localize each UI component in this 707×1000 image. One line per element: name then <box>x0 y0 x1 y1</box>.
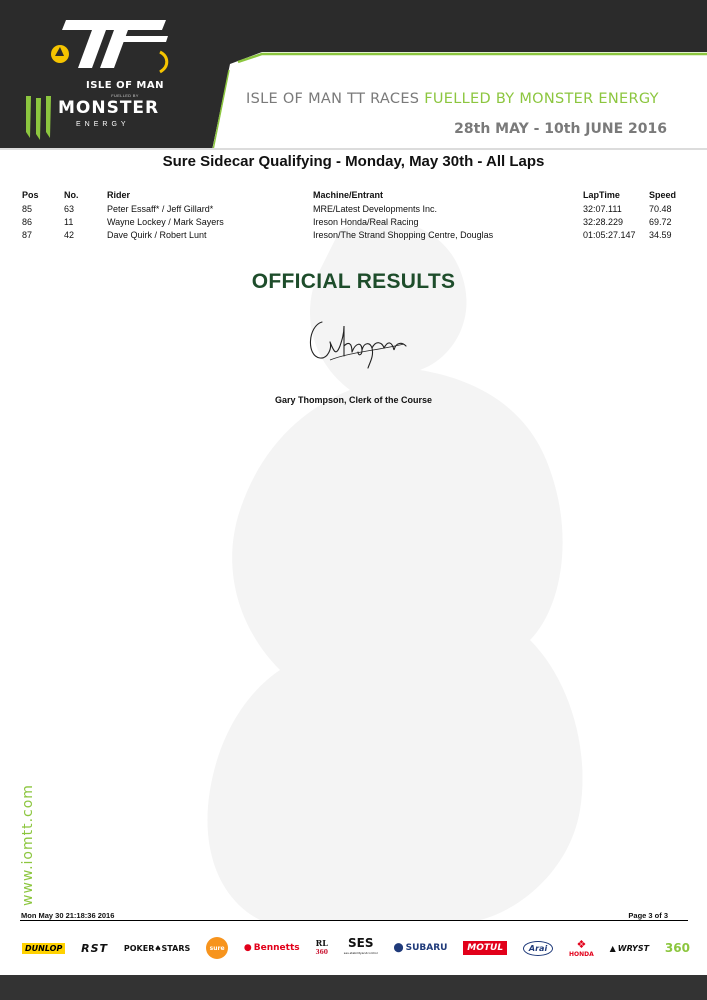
cell-pos: 87 <box>22 230 33 240</box>
event-title-main: ISLE OF MAN TT RACES <box>246 91 420 107</box>
cell-number: 63 <box>64 204 75 214</box>
energy-wordmark: ENERGY <box>76 121 130 128</box>
col-pos-header: Pos <box>22 190 39 200</box>
col-speed-header: Speed <box>649 190 677 200</box>
tt-logo-icon <box>48 16 178 78</box>
rst-logo: RST <box>81 941 109 955</box>
360fly-logo: 360 <box>664 941 690 955</box>
bennetts-logo <box>244 943 300 953</box>
table-row <box>20 229 690 242</box>
pokerstars-logo: POKER♠STARS <box>123 943 191 953</box>
cell-speed: 69.72 <box>649 217 672 227</box>
cell-laptime: 32:28.229 <box>583 217 624 227</box>
event-title <box>246 91 659 107</box>
event-title-accent: FUELLED BY MONSTER ENERGY <box>424 91 659 107</box>
rl360-main: RL <box>315 938 328 948</box>
honda-label: HONDA <box>569 951 594 958</box>
tt-brand-logo <box>18 14 188 139</box>
col-rider-header: Rider <box>107 190 131 200</box>
table-row <box>20 203 690 216</box>
motul-logo: MOTUL <box>463 941 507 955</box>
cell-laptime: 01:05:27.147 <box>583 230 636 240</box>
fuelled-by-label: FUELLED BY <box>111 93 139 98</box>
footer-divider <box>20 920 688 921</box>
wryst-label: WRYST <box>617 943 650 953</box>
wryst-logo <box>610 944 649 953</box>
ses-logo <box>344 938 378 958</box>
wryst-mark-icon: ▲ <box>609 943 616 953</box>
cell-machine: Ireson Honda/Real Racing <box>313 217 419 227</box>
rl360-sub: 360 <box>315 949 328 956</box>
signatory-name: Gary Thompson, Clerk of the Course <box>274 395 433 405</box>
subaru-logo <box>394 943 448 953</box>
official-results-heading: OFFICIAL RESULTS <box>251 270 456 293</box>
sponsor-strip <box>22 934 690 962</box>
cell-rider: Wayne Lockey / Mark Sayers <box>107 217 224 227</box>
website-url[interactable]: www.iomtt.com <box>20 784 36 906</box>
footer-bar <box>0 975 707 1000</box>
page-number: Page 3 of 3 <box>628 911 668 920</box>
bennetts-label: Bennetts <box>253 943 300 953</box>
rl360-logo <box>315 939 328 957</box>
monster-wordmark: MONSTER <box>58 98 160 118</box>
results-table <box>20 189 690 242</box>
cell-machine: Ireson/The Strand Shopping Centre, Douglas <box>313 230 494 240</box>
signature-image <box>300 312 410 370</box>
print-timestamp: Mon May 30 21:18:36 2016 <box>21 911 115 920</box>
cell-number: 11 <box>64 217 74 227</box>
subaru-stars-icon: ⬤ <box>393 943 404 953</box>
results-header-row <box>20 189 690 203</box>
cell-speed: 34.59 <box>649 230 672 240</box>
dunlop-logo: DUNLOP <box>22 943 65 954</box>
event-dates: 28th MAY - 10th JUNE 2016 <box>454 121 667 137</box>
page-header <box>0 0 707 150</box>
bennetts-flame-icon: ● <box>243 943 252 953</box>
cell-laptime: 32:07.111 <box>583 204 622 214</box>
honda-logo <box>569 938 594 958</box>
cell-number: 42 <box>64 230 75 240</box>
sure-logo: sure <box>206 937 228 959</box>
cell-speed: 70.48 <box>649 204 672 214</box>
col-machine-header: Machine/Entrant <box>313 190 384 200</box>
isle-of-man-label: ISLE OF MAN <box>86 80 164 91</box>
cell-machine: MRE/Latest Developments Inc. <box>313 204 438 214</box>
cell-pos: 86 <box>22 217 33 227</box>
ses-sub: ses.stabilityandcontrol <box>343 951 378 955</box>
col-laptime-header: LapTime <box>583 190 620 200</box>
table-row <box>20 216 690 229</box>
cell-pos: 85 <box>22 204 33 214</box>
ses-main: SES <box>348 936 374 950</box>
cell-rider: Dave Quirk / Robert Lunt <box>107 230 207 240</box>
cell-rider: Peter Essaff* / Jeff Gillard* <box>107 204 214 214</box>
honda-wing-icon: ❖ <box>576 938 587 951</box>
monster-claw-icon <box>22 94 56 140</box>
session-title: Sure Sidecar Qualifying - Monday, May 30th - All Laps <box>162 153 545 170</box>
col-number-header: No. <box>64 190 79 200</box>
arai-logo: Arai <box>523 941 553 956</box>
subaru-label: SUBARU <box>405 943 448 953</box>
